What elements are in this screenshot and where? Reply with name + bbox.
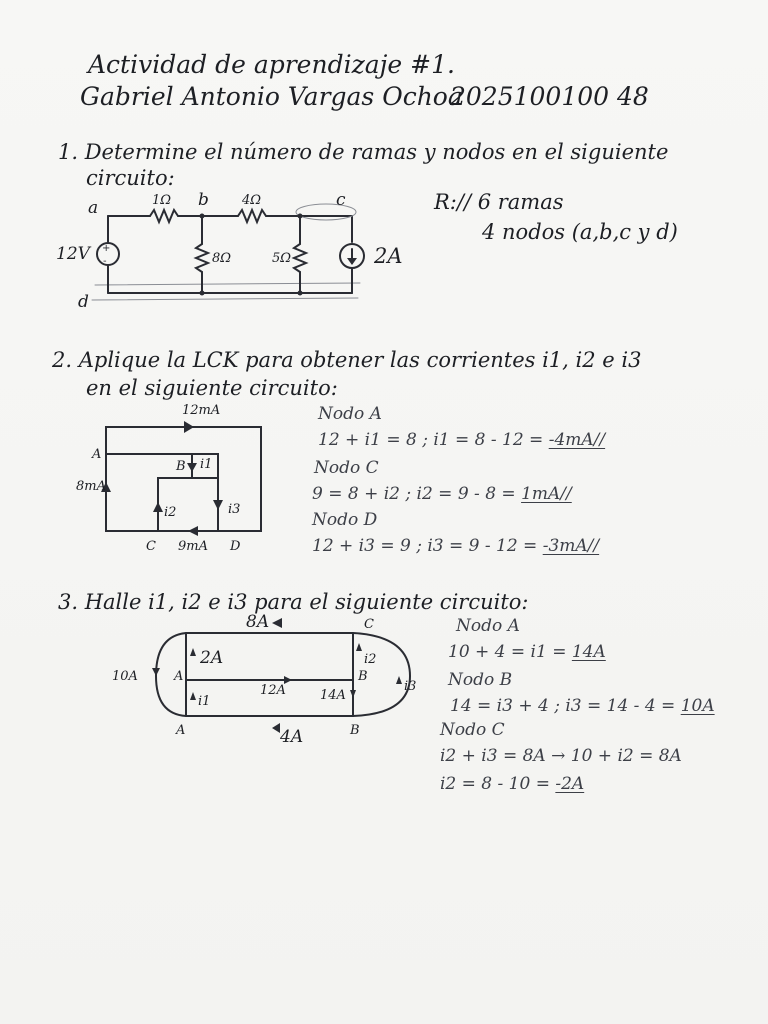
q2-node-c: C bbox=[146, 539, 156, 554]
q1-answer-line2: 4 nodos (a,b,c y d) bbox=[482, 220, 678, 244]
q2-node-a: A bbox=[92, 447, 102, 462]
q2-node-d: D bbox=[230, 539, 241, 554]
q3-current-14a: 14A bbox=[320, 688, 346, 703]
q1-resistor-1-label: 1Ω bbox=[152, 193, 172, 208]
q2-current-12ma: 12mA bbox=[182, 403, 221, 418]
q1-prompt-line1: 1. Determine el número de ramas y nodos en el siguiente bbox=[58, 140, 669, 164]
q3-current-2a: 2A bbox=[200, 648, 224, 668]
q2-current-8ma: 8mA bbox=[76, 479, 106, 494]
q2-node-b: B bbox=[176, 459, 186, 474]
q1-prompt-line2: circuito: bbox=[86, 166, 175, 190]
q2-label-i2: i2 bbox=[164, 505, 177, 520]
q3-result-b: 10A bbox=[680, 696, 715, 716]
svg-text:-: - bbox=[103, 256, 107, 267]
q2-result-c: 1mA// bbox=[521, 484, 572, 504]
assignment-title: Actividad de aprendizaje #1. bbox=[88, 50, 455, 79]
q2-nodo-d-heading: Nodo D bbox=[312, 510, 378, 530]
q3-current-8a: 8A bbox=[246, 612, 270, 632]
q3-nodo-a-heading: Nodo A bbox=[456, 616, 520, 636]
student-id: 2025100100 48 bbox=[450, 82, 649, 111]
q3-nodo-c-equation-1: i2 + i3 = 8A → 10 + i2 = 8A bbox=[440, 746, 682, 766]
q2-eq-c-text: 9 = 8 + i2 ; i2 = 9 - 8 = bbox=[312, 484, 522, 504]
q1-answer-line1: R:// 6 ramas bbox=[434, 190, 564, 214]
q3-eq-c-text: i2 = 8 - 10 = bbox=[440, 774, 556, 794]
q3-prompt: 3. Halle i1, i2 e i3 para el siguiente circuito: bbox=[58, 590, 529, 614]
q2-result-d: -3mA// bbox=[542, 536, 600, 556]
q3-result-c: -2A bbox=[555, 774, 585, 794]
student-name: Gabriel Antonio Vargas Ochoa bbox=[80, 82, 463, 111]
q3-node-a: A bbox=[174, 669, 184, 684]
q1-resistor-5-label: 5Ω bbox=[272, 251, 292, 266]
q3-node-b-bottom: B bbox=[350, 723, 360, 738]
q3-label-i1: i1 bbox=[198, 694, 211, 709]
q3-nodo-b-heading: Nodo B bbox=[448, 670, 513, 690]
q2-nodo-c-heading: Nodo C bbox=[314, 458, 379, 478]
q2-prompt-line2: en el siguiente circuito: bbox=[86, 376, 338, 400]
q3-nodo-c-heading: Nodo C bbox=[440, 720, 505, 740]
q1-node-a-label: a bbox=[88, 198, 99, 218]
q3-current-10a: 10A bbox=[112, 669, 138, 684]
q3-current-12a: 12A bbox=[260, 683, 286, 698]
q2-prompt-line1: 2. Aplique la LCK para obtener las corrientes i1, i2 e i3 bbox=[52, 348, 642, 372]
q3-node-c: C bbox=[364, 617, 374, 632]
q3-result-a: 14A bbox=[571, 642, 606, 662]
q3-node-b: B bbox=[358, 669, 368, 684]
q1-resistor-4-label: 4Ω bbox=[242, 193, 262, 208]
q3-label-i2: i2 bbox=[364, 652, 377, 667]
q2-result-a: -4mA// bbox=[548, 430, 606, 450]
q1-resistor-8-label: 8Ω bbox=[212, 251, 232, 266]
q3-nodo-b-equation bbox=[450, 698, 715, 715]
q2-label-i1: i1 bbox=[200, 457, 213, 472]
q1-node-b-label: b bbox=[198, 190, 209, 210]
q2-nodo-a-heading: Nodo A bbox=[318, 404, 382, 424]
q1-node-d-label: d bbox=[78, 292, 89, 312]
q3-current-4a: 4A bbox=[280, 727, 304, 747]
q3-nodo-c-equation-2 bbox=[440, 776, 584, 793]
q1-voltage-source-label: 12V bbox=[56, 244, 90, 264]
q2-current-9ma: 9mA bbox=[178, 539, 208, 554]
q3-eq-a-text: 10 + 4 = i1 = bbox=[448, 642, 572, 662]
q3-node-a-bottom: A bbox=[176, 723, 186, 738]
q3-label-i3: i3 bbox=[404, 679, 417, 694]
svg-text:+: + bbox=[102, 243, 111, 254]
q1-current-source-label: 2A bbox=[374, 244, 403, 268]
q3-eq-b-text: 14 = i3 + 4 ; i3 = 14 - 4 = bbox=[450, 696, 681, 716]
q1-node-c-label: c bbox=[336, 190, 346, 210]
q3-nodo-a-equation bbox=[448, 644, 606, 661]
q2-eq-d-text: 12 + i3 = 9 ; i3 = 9 - 12 = bbox=[312, 536, 543, 556]
q2-label-i3: i3 bbox=[228, 502, 241, 517]
q2-eq-a-text: 12 + i1 = 8 ; i1 = 8 - 12 = bbox=[318, 430, 549, 450]
